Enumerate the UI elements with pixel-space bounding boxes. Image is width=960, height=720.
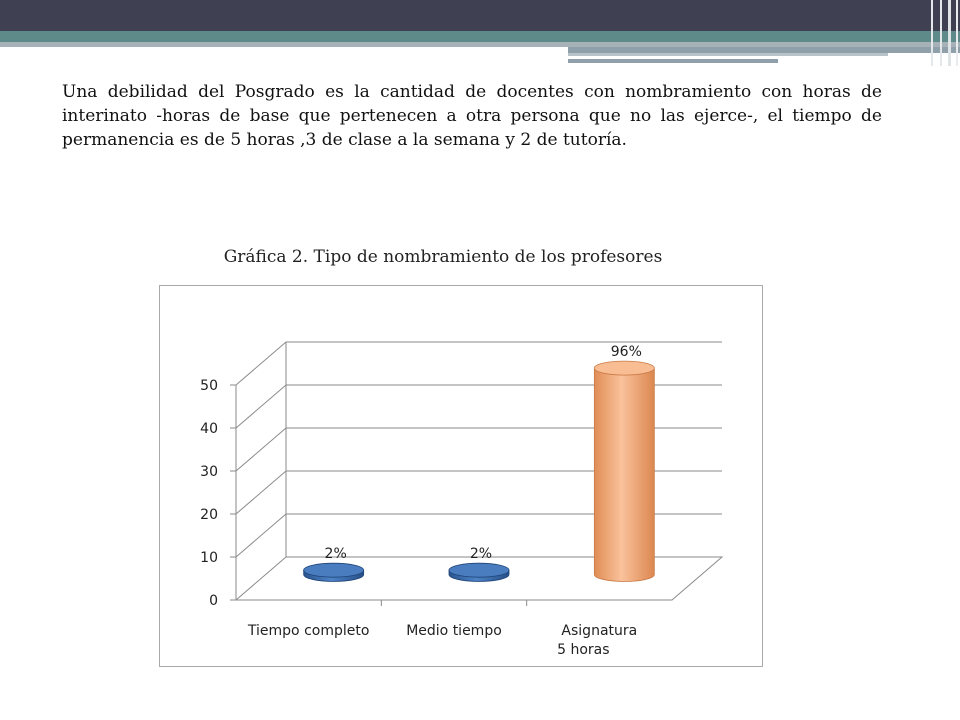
gridline-side [236, 471, 286, 514]
x-category-label [247, 623, 370, 639]
bar-cap [304, 563, 364, 577]
x-category-label [406, 623, 502, 639]
y-tick-label: 20 [200, 507, 218, 523]
bar-0 [304, 563, 364, 581]
category-line: Tiempo completo [247, 623, 370, 639]
data-label: 96% [610, 344, 642, 361]
data-label: 2% [469, 546, 493, 563]
body-paragraph: Una debilidad del Posgrado es la cantidad de docentes con nombramiento con horas de interinato -horas de base que pertenecen a otra persona que no las ejerce-, el tiempo de permanencia es de 5 horas ,3 de clase a la semana y 2 de tutoría. [62, 82, 882, 150]
y-tick-label: 10 [200, 550, 218, 566]
gridline-side [236, 342, 286, 385]
bar-cap [594, 361, 654, 375]
category-line: Asignatura [561, 623, 638, 639]
gridline-side [236, 428, 286, 471]
category-line: Medio tiempo [406, 623, 502, 639]
y-tick-label: 30 [200, 464, 218, 480]
y-tick-label: 50 [200, 378, 218, 394]
gridline-side [236, 514, 286, 557]
y-axis-tick-labels [200, 378, 218, 609]
data-label: 2% [324, 546, 347, 563]
chart-title: Gráfica 2. Tipo de nombramiento de los profesores [223, 247, 663, 267]
bar-cap [449, 563, 509, 577]
x-axis-category-labels [247, 623, 637, 658]
y-tick-label: 40 [200, 421, 218, 437]
bar-body [594, 368, 654, 581]
category-subline: 5 horas [557, 642, 610, 658]
gridline-side [236, 385, 286, 428]
bar-2 [594, 361, 654, 581]
chart-bars [304, 344, 655, 581]
y-tick-label: 0 [209, 593, 218, 609]
bar-1 [449, 563, 509, 581]
x-category-label [557, 623, 637, 658]
